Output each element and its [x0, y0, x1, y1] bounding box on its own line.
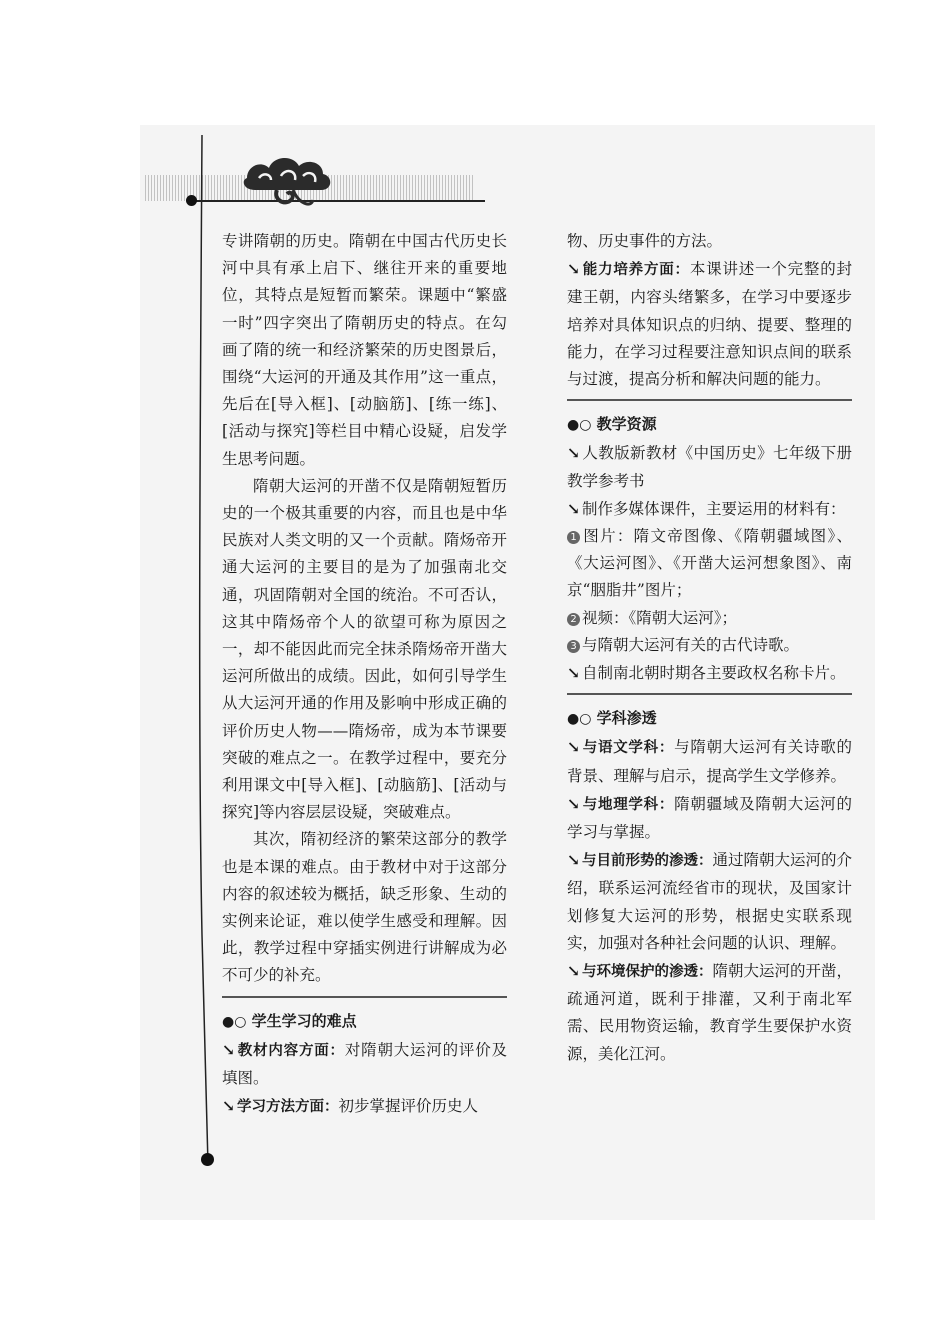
arrow-icon: ↘ — [567, 259, 580, 279]
arrow-icon: ↘ — [567, 961, 580, 981]
section-heading: ●○ 学生学习的难点 — [222, 1011, 357, 1030]
list-item: ↘ 自制南北朝时期各主要政权名称卡片。 — [567, 663, 846, 683]
section-heading: ●○ 学科渗透 — [567, 709, 657, 728]
number-badge: 1 — [567, 531, 580, 544]
section-divider — [567, 399, 852, 401]
sub-item: 2 视频：《隋朝大运河》； — [567, 605, 852, 632]
section-divider — [222, 996, 507, 998]
arrow-icon: ↘ — [567, 498, 580, 518]
list-item: ↘ 与语文学科：与隋朝大运河有关诗歌的背景、理解与启示，提高学生文学修养。 — [567, 737, 852, 785]
list-item: ↘ 人教版新教材《中国历史》七年级下册教学参考书 — [567, 443, 852, 490]
cloud-ornament-icon — [237, 148, 337, 218]
arrow-icon: ↘ — [567, 850, 580, 870]
arrow-icon: ↘ — [567, 663, 580, 683]
bullet-icon: ●○ — [222, 1013, 247, 1030]
paragraph: 其次，隋初经济的繁荣这部分的教学也是本课的难点。由于教材中对于这部分内容的叙述较为概括，缺乏形象、生动的实例来论证，难以使学生感受和理解。因此，教学过程中穿插实例进行讲解成为必不可少的补充。 — [222, 830, 507, 985]
arrow-icon: ↘ — [222, 1096, 235, 1116]
margin-line — [194, 135, 214, 1170]
list-item: ↘ 学习方法方面：初步掌握评价历史人 — [222, 1096, 479, 1116]
bullet-icon: ●○ — [567, 711, 592, 728]
arrow-icon: ↘ — [567, 793, 580, 813]
list-item: ↘ 制作多媒体课件，主要运用的材料有： — [567, 498, 846, 518]
list-item: ↘ 能力培养方面：本课讲述一个完整的封建王朝，内容头绪繁多，在学习中要逐步培养对具体知识点的归纳、提要、整理的能力，在学习过程要注意知识点间的联系与过渡，提高分析和解决问题的能力。 — [567, 259, 852, 389]
arrow-icon: ↘ — [567, 737, 580, 757]
margin-dot-bottom — [201, 1153, 214, 1166]
bullet-icon: ●○ — [567, 417, 592, 434]
list-item: ↘ 与目前形势的渗透：通过隋朝大运河的介绍，联系运河流经省市的现状，及国家计划修复大运河的形势，根据史实联系现实，加强对各种社会问题的认识、理解。 — [567, 850, 853, 952]
right-column — [567, 228, 852, 1068]
number-badge: 3 — [567, 640, 580, 653]
sub-item: 3 与隋朝大运河有关的古代诗歌。 — [567, 632, 852, 659]
number-badge: 2 — [567, 613, 580, 626]
arrow-icon: ↘ — [567, 443, 580, 463]
arrow-icon: ↘ — [222, 1039, 235, 1059]
paragraph: 物、历史事件的方法。 — [567, 232, 723, 250]
paragraph: 隋朝大运河的开凿不仅是隋朝短暂历史的一个极其重要的内容，而且也是中华民族对人类文明的又一个贡献。隋炀帝开通大运河的主要目的是为了加强南北交通，巩固隋朝对全国的统治。不可否认，这其中隋炀帝个人的欲望可称为原因之一，却不能因此而完全抹杀隋炀帝开凿大运河所做出的成绩。因此，如何引导学生从大运河开通的作用及影响中形成正确的评价历史人物——隋炀帝，成为本节课要突破的难点之一。在教学过程中，要充分利用课文中[导入框]、[动脑筋]、[活动与探究]等内容层层设疑，突破难点。 — [222, 476, 507, 822]
left-column — [222, 228, 507, 1122]
sub-item: 1 图片：隋文帝图像、《隋朝疆域图》、《大运河图》、《开凿大运河想象图》、南京“胭脂井”图片； — [567, 527, 852, 600]
section-divider — [567, 693, 852, 695]
section-heading: ●○ 教学资源 — [567, 415, 657, 434]
list-item: ↘ 与地理学科：隋朝疆域及隋朝大运河的学习与掌握。 — [567, 793, 852, 842]
list-item: ↘ 与环境保护的渗透：隋朝大运河的开凿，疏通河道，既利于排灌，又利于南北军需、民用物资运输，教育学生要保护水资源，美化江河。 — [567, 961, 853, 1063]
margin-dot-top — [186, 195, 197, 206]
list-item: ↘ 教材内容方面：对隋朝大运河的评价及填图。 — [222, 1039, 507, 1088]
paragraph: 专讲隋朝的历史。隋朝在中国古代历史长河中具有承上启下、继往开来的重要地位，其特点是短暂而繁荣。课题中“繁盛一时”四字突出了隋朝历史的特点。在勾画了隋的统一和经济繁荣的历史图景后，围绕“大运河的开通及其作用”这一重点，先后在[导入框]、[动脑筋]、[练一练]、[活动与探究]等栏目中精心设疑，启发学生思考问题。 — [222, 232, 507, 468]
